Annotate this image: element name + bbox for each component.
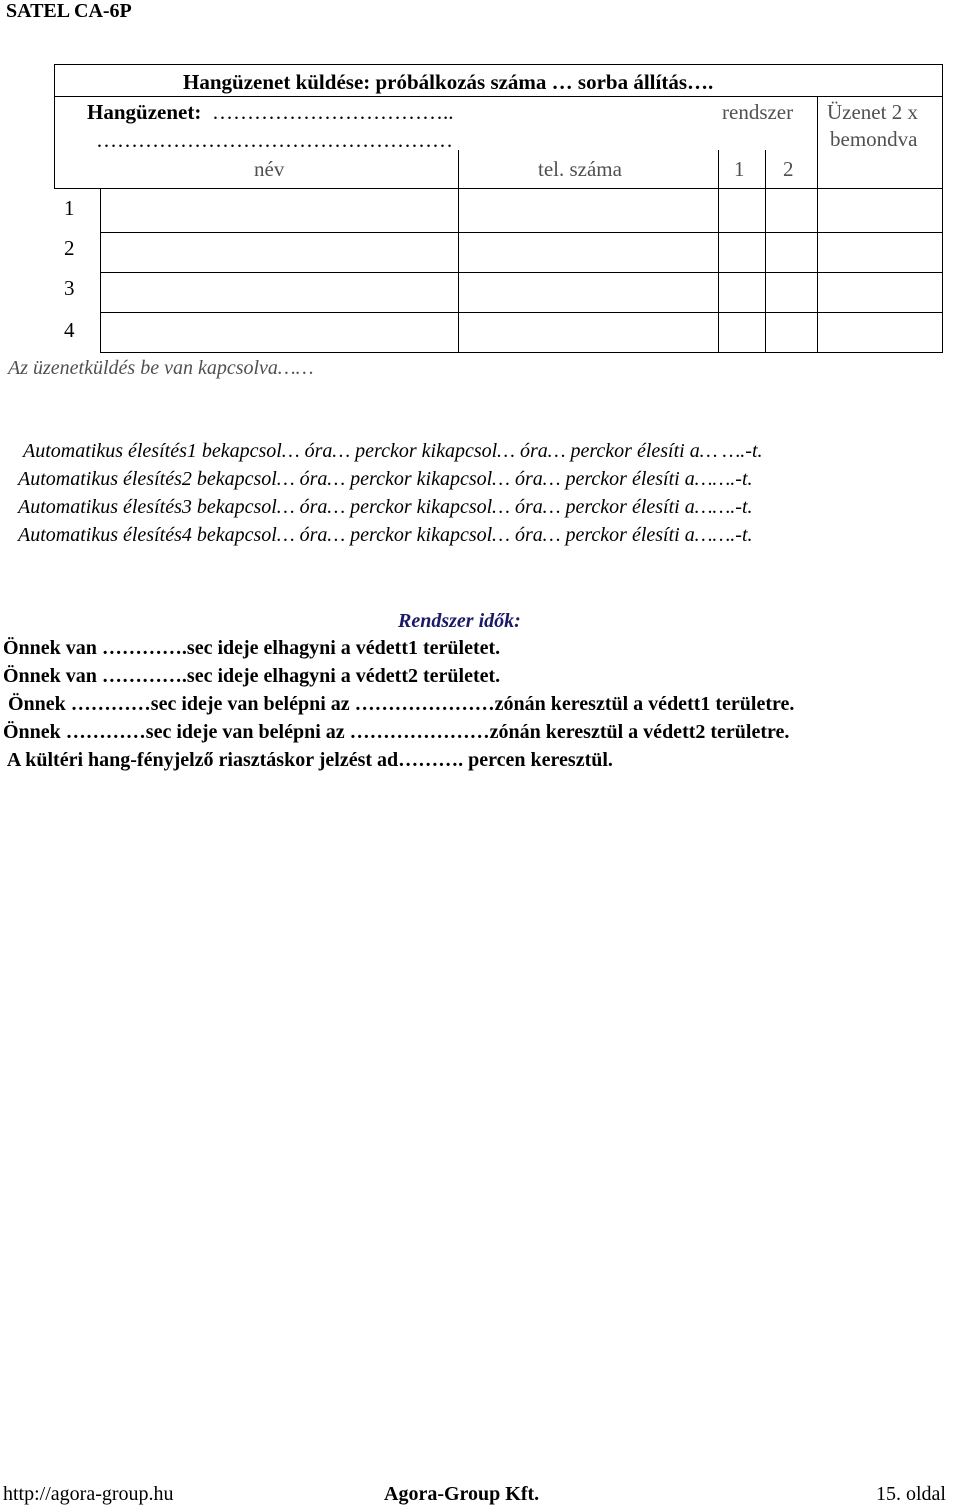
table-header-attempts: Hangüzenet küldése: próbálkozás száma … sorba állítás….	[183, 70, 714, 94]
auto-arming-line: Automatikus élesítés2 bekapcsol… óra… perckor kikapcsol… óra… perckor élesíti a…….-t.	[18, 468, 753, 490]
system-times-line: A kültéri hang-fényjelző riasztáskor jelzést ad………. percen keresztül.	[3, 749, 613, 771]
table-column-divider	[765, 150, 766, 353]
system-times-line: Önnek van ………….sec ideje elhagyni a védett2 területet.	[3, 665, 501, 687]
document-title: SATEL CA-6P	[6, 0, 132, 22]
table-row-index: 3	[64, 276, 75, 300]
table-border-left	[54, 64, 55, 189]
table-row-index: 4	[64, 318, 75, 342]
auto-arming-line: Automatikus élesítés4 bekapcsol… óra… perckor kikapcsol… óra… perckor élesíti a…….-t.	[18, 524, 753, 546]
table-header-voice-label: Hangüzenet:	[87, 100, 202, 124]
column-header-phone: tel. száma	[538, 157, 622, 181]
voice-note: Az üzenetküldés be van kapcsolva……	[8, 357, 314, 379]
footer-company: Agora-Group Kft.	[384, 1483, 540, 1505]
system-times-line: Önnek …………sec ideje van belépni az …………………zónán keresztül a védett1 területre.	[3, 693, 795, 715]
column-header-message-repeat: Üzenet 2 x	[827, 100, 918, 124]
column-header-message-repeat-2: bemondva	[830, 127, 918, 151]
table-border-top	[54, 64, 943, 65]
table-column-divider	[458, 150, 459, 353]
system-times-line: Önnek van ………….sec ideje elhagyni a védett1 területet.	[3, 637, 501, 659]
table-column-divider	[718, 150, 719, 353]
table-row-index-border	[100, 188, 101, 353]
footer-url: http://agora-group.hu	[3, 1483, 174, 1505]
table-header-voice-dots-2: ……………………………………………	[96, 128, 453, 152]
table-border-right	[942, 64, 943, 353]
table-column-divider	[817, 96, 818, 353]
table-divider	[54, 96, 943, 97]
table-row-index: 1	[64, 196, 75, 220]
auto-arming-line: Automatikus élesítés1 bekapcsol… óra… perckor kikapcsol… óra… perckor élesíti a… ….-t.	[23, 440, 763, 462]
table-row-index: 2	[64, 236, 75, 260]
system-times-line: Önnek …………sec ideje van belépni az …………………zónán keresztül a védett2 területre.	[3, 721, 790, 743]
column-header-system: rendszer	[722, 100, 794, 124]
column-header-system-2: 2	[783, 157, 794, 181]
column-header-system-1: 1	[734, 157, 745, 181]
table-header-voice-dots: ……………………………..	[212, 100, 454, 124]
auto-arming-line: Automatikus élesítés3 bekapcsol… óra… perckor kikapcsol… óra… perckor élesíti a…….-t.	[18, 496, 753, 518]
footer-page-number: 15. oldal	[876, 1483, 946, 1505]
system-times-heading: Rendszer idők:	[398, 610, 521, 632]
column-header-name: név	[254, 157, 285, 181]
table-divider	[54, 188, 943, 189]
